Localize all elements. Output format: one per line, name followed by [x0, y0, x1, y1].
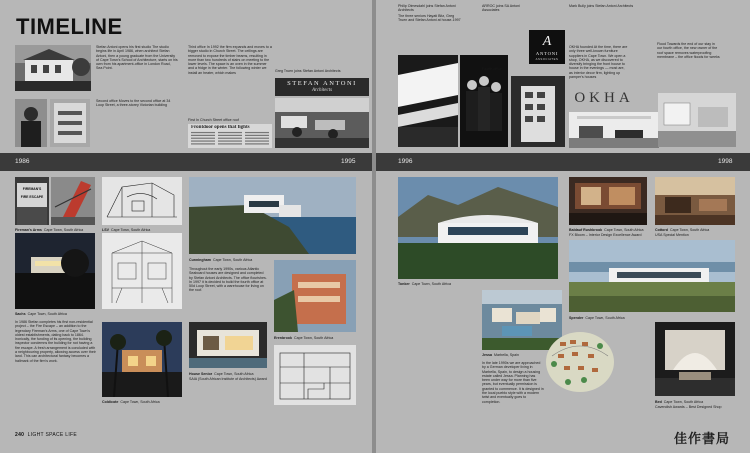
caption-spender: Spender Cape Town, South Africa [569, 316, 625, 320]
caption-second-office: Second office Moves to the second office at 34 Loop Street, a three-storey Victorian building [96, 99, 171, 108]
page-title: TIMELINE [16, 14, 123, 39]
banner-logo-text: STEFAN ANTONI [287, 80, 357, 87]
caption-first-roof: First In Church Street office roof [188, 118, 239, 122]
sketch-section [274, 345, 356, 405]
antoni-logo-text: ANTONI [535, 51, 559, 56]
caption-coldicote: Coldicote Cape Town, South Africa [102, 400, 160, 404]
caption-okha-founded: OKHA founded At the time, there are only three well-known furniture suppliers in Cape Town. We open a shop, OKHA, as we discovered to diversify bringing the front house to house in the evenings — most are, as interior decor firm, lighting up pamper's houses [569, 45, 628, 80]
okha-logo-text: OKHA [574, 90, 634, 106]
newspaper-headline: Frontdoor opens that fights [191, 125, 250, 130]
photo-baldauf [569, 177, 647, 225]
caption-flood: Flood Towards the end of our stay in our fourth office, the new owner of the roof space removes waterproofing membrane – the office floods for weeks [657, 42, 720, 59]
sign-text-top: FIREMAN'S [22, 187, 42, 191]
right-page [376, 0, 750, 453]
caption-three-seniors: The three seniors Hayati Bitz, Greg Truen and Stefan Antoni at house-1997 [398, 14, 461, 23]
award-baldauf: FX Bloom – Interior Design Excellence Award [569, 233, 642, 237]
photo-office-interior [275, 98, 369, 148]
photo-tonker [398, 177, 558, 279]
award-bed: Cavendish Awards – Best Designed Shop [655, 405, 722, 409]
year-label-1998: 1998 [718, 158, 733, 165]
text-jessa: In the late 1990s we are approached by a German developer living in Marbella, Spain, to design a housing estate called Jessa. Planning has been under way for more than five years, but eventually permission is granted to commence. It is designed in the local pueblo style with a modern twist and eventually goes to completion. [482, 361, 544, 404]
text-cunningham: Throughout the early 1990s, various Atlantic Seaboard houses are designed and completed by Stefan Antoni Architects. The office flourishes. In 1997 it is decided to build the fourth office at 50d Loop Street, with a warehouse for living on the roof. [189, 267, 267, 293]
sketch-lsv-interior [102, 233, 182, 309]
photo-house-senior [189, 322, 267, 368]
photo-fourth-office [511, 76, 565, 147]
caption-cottord: Cottord Cape Town, South Africa [655, 228, 710, 232]
timeline-band-left [0, 153, 372, 171]
award-cottord: USA Special Mention [655, 233, 689, 237]
photo-firemans-sign [15, 177, 49, 225]
caption-sachs: Sachs Cape Town, South Africa [15, 312, 67, 316]
caption-jessa: Jessa Marbella, Spain [482, 353, 519, 357]
caption-bed: Bed Cape Town, South Africa [655, 400, 704, 404]
caption-fourth-office: Fourth office [482, 67, 502, 71]
photo-cottord [655, 177, 735, 225]
year-label-1986: 1986 [15, 158, 30, 165]
year-label-1995: 1995 [341, 158, 356, 165]
photo-okha-interior [569, 112, 659, 148]
photo-spender [569, 240, 735, 312]
award-house-senior: SAIA (South African Institute of Architects) Award [189, 377, 267, 381]
banner-logo-sub: Architects [311, 88, 333, 93]
caption-mark-bully: Mark Bully joins Stefan Antoni Architects [569, 4, 634, 8]
caption-third-office: Third office In 1992 the firm expands and moves to a bigger studio in Church Street. The ceilings are removed to expose the timber beams, resulting in more than two hundreds of stairs on meeting to the lower levels. The space is an oven in the summer and a fridge in the winter. The following winter we install an heater, which makes [188, 45, 272, 75]
folio-left: 240 LIGHT SPACE LIFE [15, 432, 77, 438]
photo-fire-escape [51, 177, 95, 225]
photo-first-studio-house [15, 45, 91, 91]
photo-bed [655, 322, 735, 396]
photo-white-building [398, 55, 458, 147]
stefan-antoni-banner [275, 78, 369, 96]
caption-lsv: LSV Cape Town, South Africa [102, 228, 151, 232]
caption-greg-truen: Greg Truen joins Stefan Antoni Architects [275, 69, 341, 73]
antoni-logo: A ANTONI ASSOCIATES [529, 30, 565, 64]
left-page [0, 0, 372, 453]
okha-logo [568, 88, 640, 110]
caption-philip-olmesdahl: Philip Olmesdahl joins Stefan Antoni Architects [398, 4, 456, 13]
sign-text-bottom: FIRE ESCAPE [20, 195, 44, 199]
caption-arroc: ARROC joins SA Antoni Associates [482, 4, 520, 13]
photo-portrait-1 [15, 99, 47, 147]
photo-flood [658, 93, 736, 147]
publisher-watermark: 佳作書局 [674, 432, 731, 447]
photo-portrait-2 [50, 99, 90, 147]
text-sachs: In 1986 Stefan completes his first non-residential project – the Fire Escape – an addition to the legendary Fireman's Arms, one of Cape Town's oldest establishments, dating back to 1864. Ironically, the funding of its opening, the building inspector condemns the building for not having a fire escape. A fresh arrangement is concluded with a neighbouring property, allowing access over their land. This can architectural fantasy becomes a hallmark of the firm's work. [15, 320, 96, 363]
photo-coldicote [102, 322, 182, 397]
sketch-lsv [102, 177, 182, 225]
caption-tonker: Tonker Cape Town, South Africa [398, 282, 452, 286]
caption-firemans-arms: Fireman's Arms Cape Town, South Africa [15, 228, 84, 232]
antoni-logo-sub: ASSOCIATES [535, 57, 559, 61]
timeline-band-right [376, 153, 750, 171]
photo-erenbrook [274, 260, 356, 332]
newspaper-clipping [188, 124, 272, 148]
site-plan-jessa [544, 326, 616, 396]
caption-cunningham: Cunningham Cape Town, South Africa [189, 258, 253, 262]
caption-baldauf: Baldauf Rushbrook Cape Town, South Africa [569, 228, 644, 232]
caption-house-senior: House Senior Cape Town, South Africa [189, 372, 254, 376]
caption-first-studio: Stefan Antoni opens his first studio The studio begins life in April 1986, when architect Stefan Antoni, then a young graduate from the University of Cape Town's School of Architecture, starts on his own from his apartment-office in London Road, Sea Point. [96, 45, 178, 71]
caption-erenbrook: Erenbrook Cape Town, South Africa [274, 336, 334, 340]
year-label-1996: 1996 [398, 158, 413, 165]
photo-sachs [15, 233, 95, 309]
photo-cunningham [189, 177, 356, 254]
